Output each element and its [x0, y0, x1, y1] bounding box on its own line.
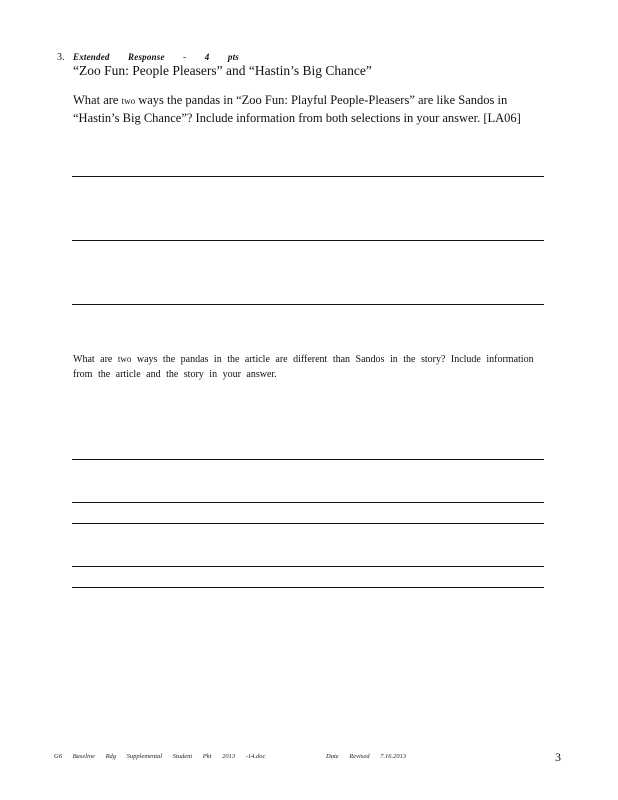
question-prompt-2	[73, 352, 553, 382]
prompt-1-emphasis: two	[121, 96, 136, 106]
prompt-2-emphasis: two	[117, 354, 132, 364]
prompt-1-part-c: ways the pandas in “Zoo Fun: Playful People-Pleasers” are like Sandos in “Hastin’s Big Chance”? Include information from both selections in your answer. [LA06]	[73, 93, 521, 125]
answer-line[interactable]	[72, 523, 544, 524]
prompt-1-part-a: What are	[73, 93, 122, 107]
page-number: 3	[555, 750, 561, 764]
footer-filename: G6 Baseline Rdg Supplemental Student Pkt 2013 -14.doc	[54, 753, 266, 760]
answer-line[interactable]	[72, 240, 544, 241]
question-titles: “Zoo Fun: People Pleasers” and “Hastin’s Big Chance”	[73, 63, 372, 78]
footer-date-revised: Date Revised 7.16.2013	[326, 753, 407, 760]
answer-line[interactable]	[72, 502, 544, 503]
prompt-2-part-a: What are	[73, 354, 118, 365]
prompt-2-part-c: ways the pandas in the article are different than Sandos in the story? Include information from the article and the story in your answer.	[73, 354, 534, 380]
question-number: 3.	[57, 52, 65, 63]
answer-line[interactable]	[72, 566, 544, 567]
question-prompt-1	[73, 92, 553, 127]
answer-line[interactable]	[72, 459, 544, 460]
question-type: Extended Response - 4 pts	[73, 52, 240, 62]
answer-line[interactable]	[72, 587, 544, 588]
answer-line[interactable]	[72, 176, 544, 177]
answer-line[interactable]	[72, 304, 544, 305]
